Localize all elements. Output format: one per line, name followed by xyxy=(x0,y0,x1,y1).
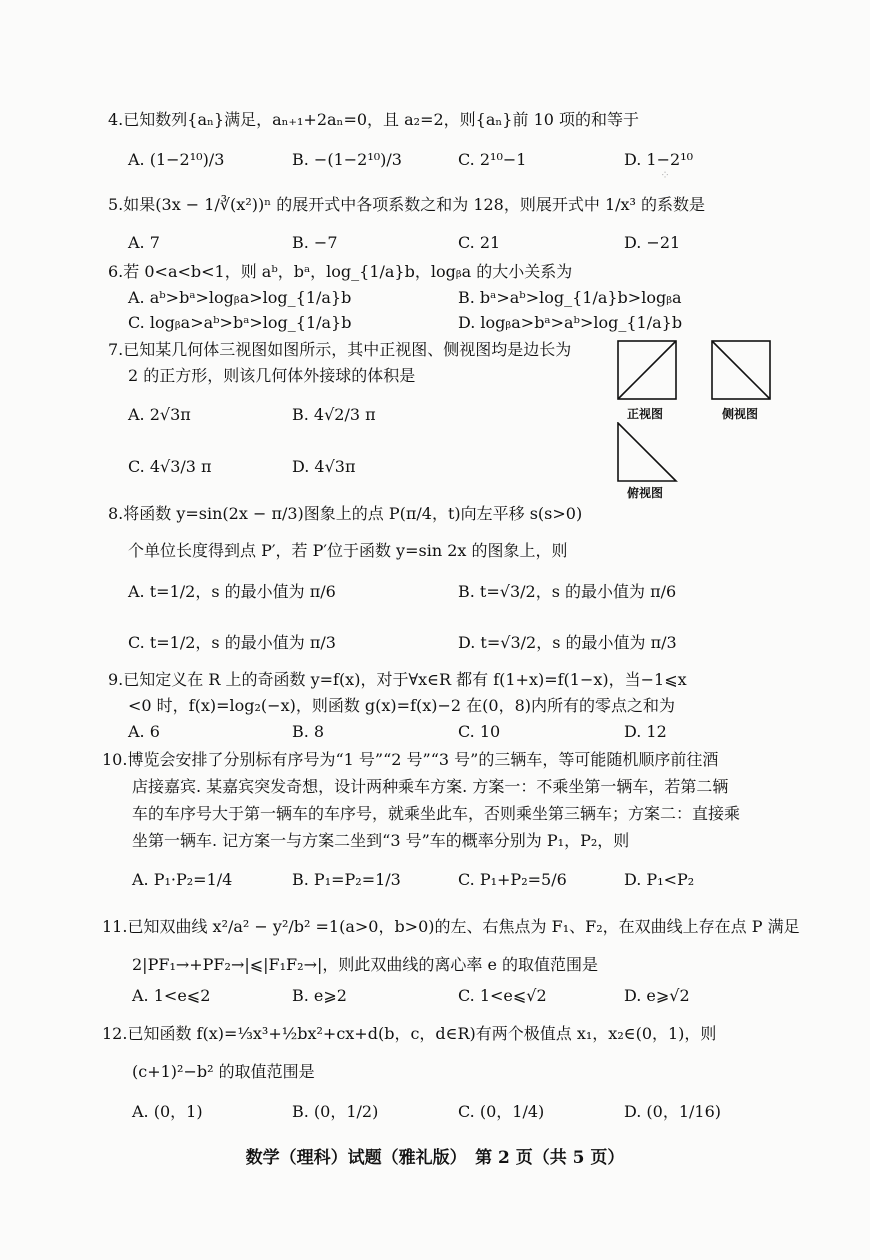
q5-option-b: B. −7 xyxy=(292,233,338,252)
side-view-figure xyxy=(711,340,773,400)
q6-option-d: D. logᵦa>bᵃ>aᵇ>log_{1/a}b xyxy=(458,313,683,332)
q8-option-c: C. t=1/2，s 的最小值为 π/3 xyxy=(128,633,336,652)
q12-option-a: A. (0，1) xyxy=(132,1102,203,1121)
question-12-stem-line2: (c+1)²−b² 的取值范围是 xyxy=(132,1062,315,1081)
q11-option-b: B. e⩾2 xyxy=(292,986,347,1005)
q12-option-b: B. (0，1/2) xyxy=(292,1102,379,1121)
question-7-stem-line1: 7.已知某几何体三视图如图所示，其中正视图、侧视图均是边长为 xyxy=(108,340,572,359)
q10-option-c: C. P₁+P₂=5/6 xyxy=(458,870,567,889)
scan-smudge: ⁘ xyxy=(660,168,671,182)
q10-option-d: D. P₁<P₂ xyxy=(624,870,695,889)
q9-option-a: A. 6 xyxy=(128,722,160,741)
q7-option-b: B. 4√2/3 π xyxy=(292,405,376,424)
q8-option-d: D. t=√3/2，s 的最小值为 π/3 xyxy=(458,633,677,652)
q4-option-d: D. 1−2¹⁰ xyxy=(624,150,694,169)
q6-option-b: B. bᵃ>aᵇ>log_{1/a}b>logᵦa xyxy=(458,288,682,307)
q9-option-d: D. 12 xyxy=(624,722,667,741)
q4-option-a: A. (1−2¹⁰)/3 xyxy=(128,150,225,169)
q12-option-d: D. (0，1/16) xyxy=(624,1102,722,1121)
q6-option-c: C. logᵦa>aᵇ>bᵃ>log_{1/a}b xyxy=(128,313,352,332)
question-11-stem-line2: 2|PF₁→+PF₂→|⩽|F₁F₂→|，则此双曲线的离心率 e 的取值范围是 xyxy=(132,955,599,974)
question-5-stem: 5.如果(3x − 1/∛(x²))ⁿ 的展开式中各项系数之和为 128，则展开式中 1/x³ 的系数是 xyxy=(108,195,706,214)
q10-option-a: A. P₁·P₂=1/4 xyxy=(132,870,233,889)
q9-option-b: B. 8 xyxy=(292,722,325,741)
top-view-caption: 俯视图 xyxy=(627,486,664,500)
top-view-figure xyxy=(617,422,679,482)
question-7-stem-line2: 2 的正方形，则该几何体外接球的体积是 xyxy=(128,366,416,385)
front-view-figure xyxy=(617,340,679,400)
q7-option-d: D. 4√3π xyxy=(292,457,356,476)
question-9-stem-line1: 9.已知定义在 R 上的奇函数 y=f(x)，对于∀x∈R 都有 f(1+x)=f(1−x)，当−1⩽x xyxy=(108,670,687,689)
q7-option-a: A. 2√3π xyxy=(128,405,191,424)
q4-option-b: B. −(1−2¹⁰)/3 xyxy=(292,150,402,169)
front-view-caption: 正视图 xyxy=(627,407,664,421)
question-10-stem-line1: 10.博览会安排了分别标有序号为“1 号”“2 号”“3 号”的三辆车，等可能随机顺序前往酒 xyxy=(102,750,719,769)
q5-option-a: A. 7 xyxy=(128,233,160,252)
q5-option-d: D. −21 xyxy=(624,233,681,252)
question-4-stem: 4.已知数列{aₙ}满足，aₙ₊₁+2aₙ=0，且 a₂=2，则{aₙ}前 10 项的和等于 xyxy=(108,110,640,129)
q11-option-d: D. e⩾√2 xyxy=(624,986,690,1005)
q9-option-c: C. 10 xyxy=(458,722,501,741)
q8-option-b: B. t=√3/2，s 的最小值为 π/6 xyxy=(458,582,677,601)
q11-option-c: C. 1<e⩽√2 xyxy=(458,986,547,1005)
q8-option-a: A. t=1/2，s 的最小值为 π/6 xyxy=(128,582,336,601)
q5-option-c: C. 21 xyxy=(458,233,501,252)
q4-option-c: C. 2¹⁰−1 xyxy=(458,150,527,169)
page-footer: 数学（理科）试题（雅礼版） 第 2 页（共 5 页） xyxy=(245,1148,625,1168)
question-8-stem-line1: 8.将函数 y=sin(2x − π/3)图象上的点 P(π/4，t)向左平移 s(s>0) xyxy=(108,504,583,523)
question-10-stem-line2: 店接嘉宾. 某嘉宾突发奇想，设计两种乘车方案. 方案一：不乘坐第一辆车，若第二辆 xyxy=(132,777,729,796)
side-view-caption: 侧视图 xyxy=(722,407,759,421)
q6-option-a: A. aᵇ>bᵃ>logᵦa>log_{1/a}b xyxy=(128,288,352,307)
question-11-stem-line1: 11.已知双曲线 x²/a² − y²/b² =1(a>0，b>0)的左、右焦点为 F₁、F₂，在双曲线上存在点 P 满足 xyxy=(102,917,800,936)
q7-option-c: C. 4√3/3 π xyxy=(128,457,212,476)
question-10-stem-line3: 车的车序号大于第一辆车的车序号，就乘坐此车，否则乘坐第三辆车；方案二：直接乘 xyxy=(132,804,741,823)
question-8-stem-line2: 个单位长度得到点 P′，若 P′位于函数 y=sin 2x 的图象上，则 xyxy=(128,541,568,560)
q10-option-b: B. P₁=P₂=1/3 xyxy=(292,870,401,889)
q11-option-a: A. 1<e⩽2 xyxy=(132,986,211,1005)
question-6-stem: 6.若 0<a<b<1，则 aᵇ，bᵃ，log_{1/a}b，logᵦa 的大小关系为 xyxy=(108,262,573,281)
q12-option-c: C. (0，1/4) xyxy=(458,1102,545,1121)
question-9-stem-line2: <0 时，f(x)=log₂(−x)，则函数 g(x)=f(x)−2 在(0，8)内所有的零点之和为 xyxy=(128,696,676,715)
question-12-stem-line1: 12.已知函数 f(x)=⅓x³+½bx²+cx+d(b，c，d∈R)有两个极值点 x₁，x₂∈(0，1)，则 xyxy=(102,1024,717,1043)
question-10-stem-line4: 坐第一辆车. 记方案一与方案二坐到“3 号”车的概率分别为 P₁，P₂，则 xyxy=(132,831,630,850)
